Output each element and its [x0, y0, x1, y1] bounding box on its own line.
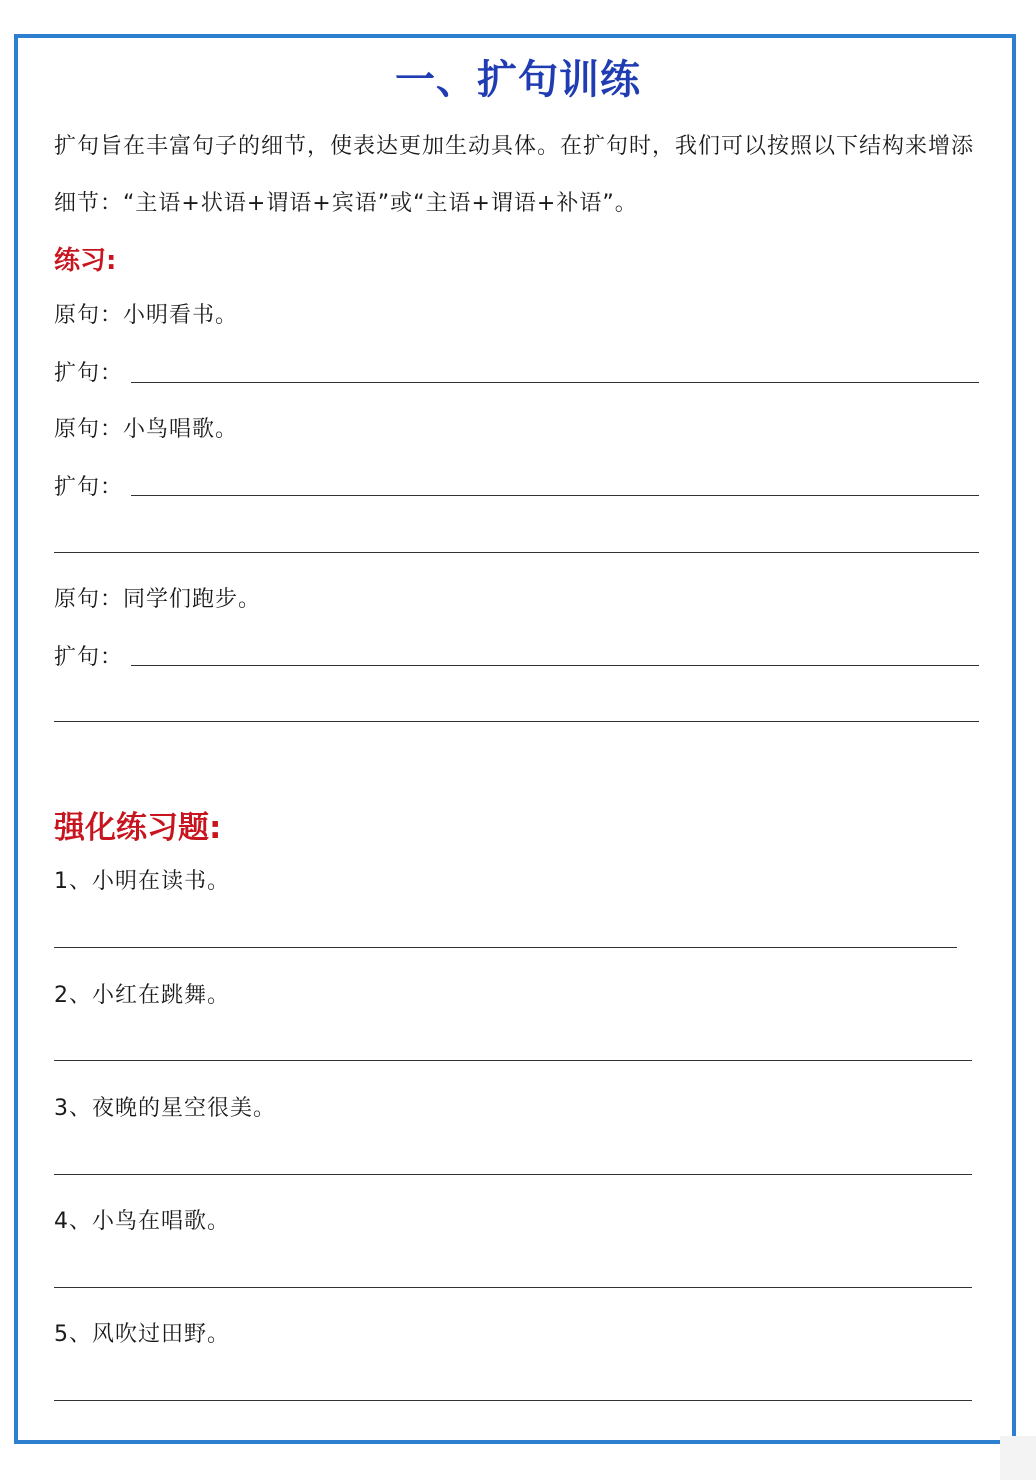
- answer-line[interactable]: [54, 721, 979, 722]
- answer-line[interactable]: [54, 1287, 972, 1288]
- answer-line[interactable]: [54, 947, 957, 948]
- practice-original-2: 原句：小鸟唱歌。: [54, 417, 239, 442]
- practice-heading: 练习:: [54, 246, 117, 276]
- practice-expand-label-2: 扩句：: [54, 475, 124, 500]
- answer-line[interactable]: [54, 1400, 972, 1401]
- practice-original-3: 原句：同学们跑步。: [54, 587, 262, 612]
- reinforcement-item-3: 3、夜晚的星空很美。: [54, 1096, 276, 1121]
- answer-line[interactable]: [131, 382, 979, 383]
- intro-paragraph: 扩句旨在丰富句子的细节，使表达更加生动具体。在扩句时，我们可以按照以下结构来增添细节：“主语+状语+谓语+宾语”或“主语+谓语+补语”。: [54, 134, 975, 216]
- answer-line[interactable]: [131, 665, 979, 666]
- answer-line[interactable]: [54, 1174, 972, 1175]
- answer-line[interactable]: [131, 495, 979, 496]
- reinforcement-item-4: 4、小鸟在唱歌。: [54, 1209, 230, 1234]
- practice-expand-label-3: 扩句：: [54, 645, 124, 670]
- practice-expand-label-1: 扩句：: [54, 361, 124, 386]
- answer-line[interactable]: [54, 552, 979, 553]
- reinforcement-heading: 强化练习题:: [54, 810, 222, 846]
- corner-overlay: [1000, 1436, 1036, 1480]
- reinforcement-item-5: 5、风吹过田野。: [54, 1322, 230, 1347]
- answer-line[interactable]: [54, 1060, 972, 1061]
- reinforcement-item-1: 1、小明在读书。: [54, 869, 230, 894]
- practice-original-1: 原句：小明看书。: [54, 303, 239, 328]
- reinforcement-item-2: 2、小红在跳舞。: [54, 983, 230, 1008]
- page-title: 一、扩句训练: [395, 57, 641, 103]
